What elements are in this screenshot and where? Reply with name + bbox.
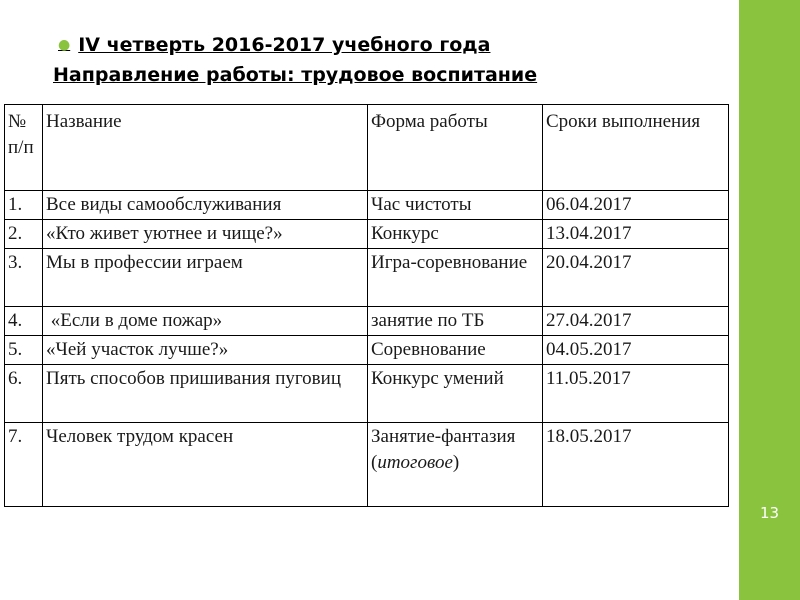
cell-num: 3. [5, 249, 43, 307]
table-row [5, 249, 729, 307]
slide-number: 13 [759, 504, 780, 522]
table-row [5, 191, 729, 220]
cell-form: Час чистоты [368, 191, 543, 220]
cell-form-note-close: ) [452, 452, 460, 473]
cell-form: Конкурс [368, 220, 543, 249]
slide-subheading: Направление работы: трудовое воспитание [53, 64, 538, 86]
table-row [5, 307, 729, 336]
bullet-icon: ● [58, 37, 71, 53]
cell-num: 2. [5, 220, 43, 249]
cell-form-text: Занятие-фантазия [371, 426, 516, 447]
cell-form: Соревнование [368, 336, 543, 365]
cell-deadline: 11.05.2017 [543, 365, 729, 423]
table-row [5, 220, 729, 249]
cell-form-note: итоговое [377, 452, 453, 473]
cell-deadline: 18.05.2017 [543, 423, 729, 507]
header-deadline: Сроки выполнения [543, 105, 729, 191]
slide-heading [58, 32, 490, 58]
table-row [5, 365, 729, 423]
cell-num: 4. [5, 307, 43, 336]
cell-num: 1. [5, 191, 43, 220]
cell-num: 6. [5, 365, 43, 423]
cell-num: 7. [5, 423, 43, 507]
cell-name: Мы в профессии играем [43, 249, 368, 307]
cell-name: Человек трудом красен [43, 423, 368, 507]
table-row [5, 423, 729, 507]
cell-form [368, 423, 543, 507]
cell-num: 5. [5, 336, 43, 365]
cell-form-note-open: ( [371, 452, 378, 473]
cell-form: Конкурс умений [368, 365, 543, 423]
cell-name: Пять способов пришивания пуговиц [43, 365, 368, 423]
table-header-row [5, 105, 729, 191]
header-form: Форма работы [368, 105, 543, 191]
cell-deadline: 27.04.2017 [543, 307, 729, 336]
header-name: Название [43, 105, 368, 191]
cell-name: «Чей участок лучше?» [43, 336, 368, 365]
cell-name: Все виды самообслуживания [43, 191, 368, 220]
cell-deadline: 04.05.2017 [543, 336, 729, 365]
cell-name: «Если в доме пожар» [43, 307, 368, 336]
cell-deadline: 13.04.2017 [543, 220, 729, 249]
cell-name: «Кто живет уютнее и чище?» [43, 220, 368, 249]
cell-form: занятие по ТБ [368, 307, 543, 336]
table-row [5, 336, 729, 365]
cell-deadline: 06.04.2017 [543, 191, 729, 220]
cell-form: Игра-соревнование [368, 249, 543, 307]
cell-deadline: 20.04.2017 [543, 249, 729, 307]
activity-table [4, 104, 729, 507]
slide-heading-text: IV четверть 2016-2017 учебного года [78, 34, 491, 56]
header-num: № п/п [5, 105, 43, 191]
